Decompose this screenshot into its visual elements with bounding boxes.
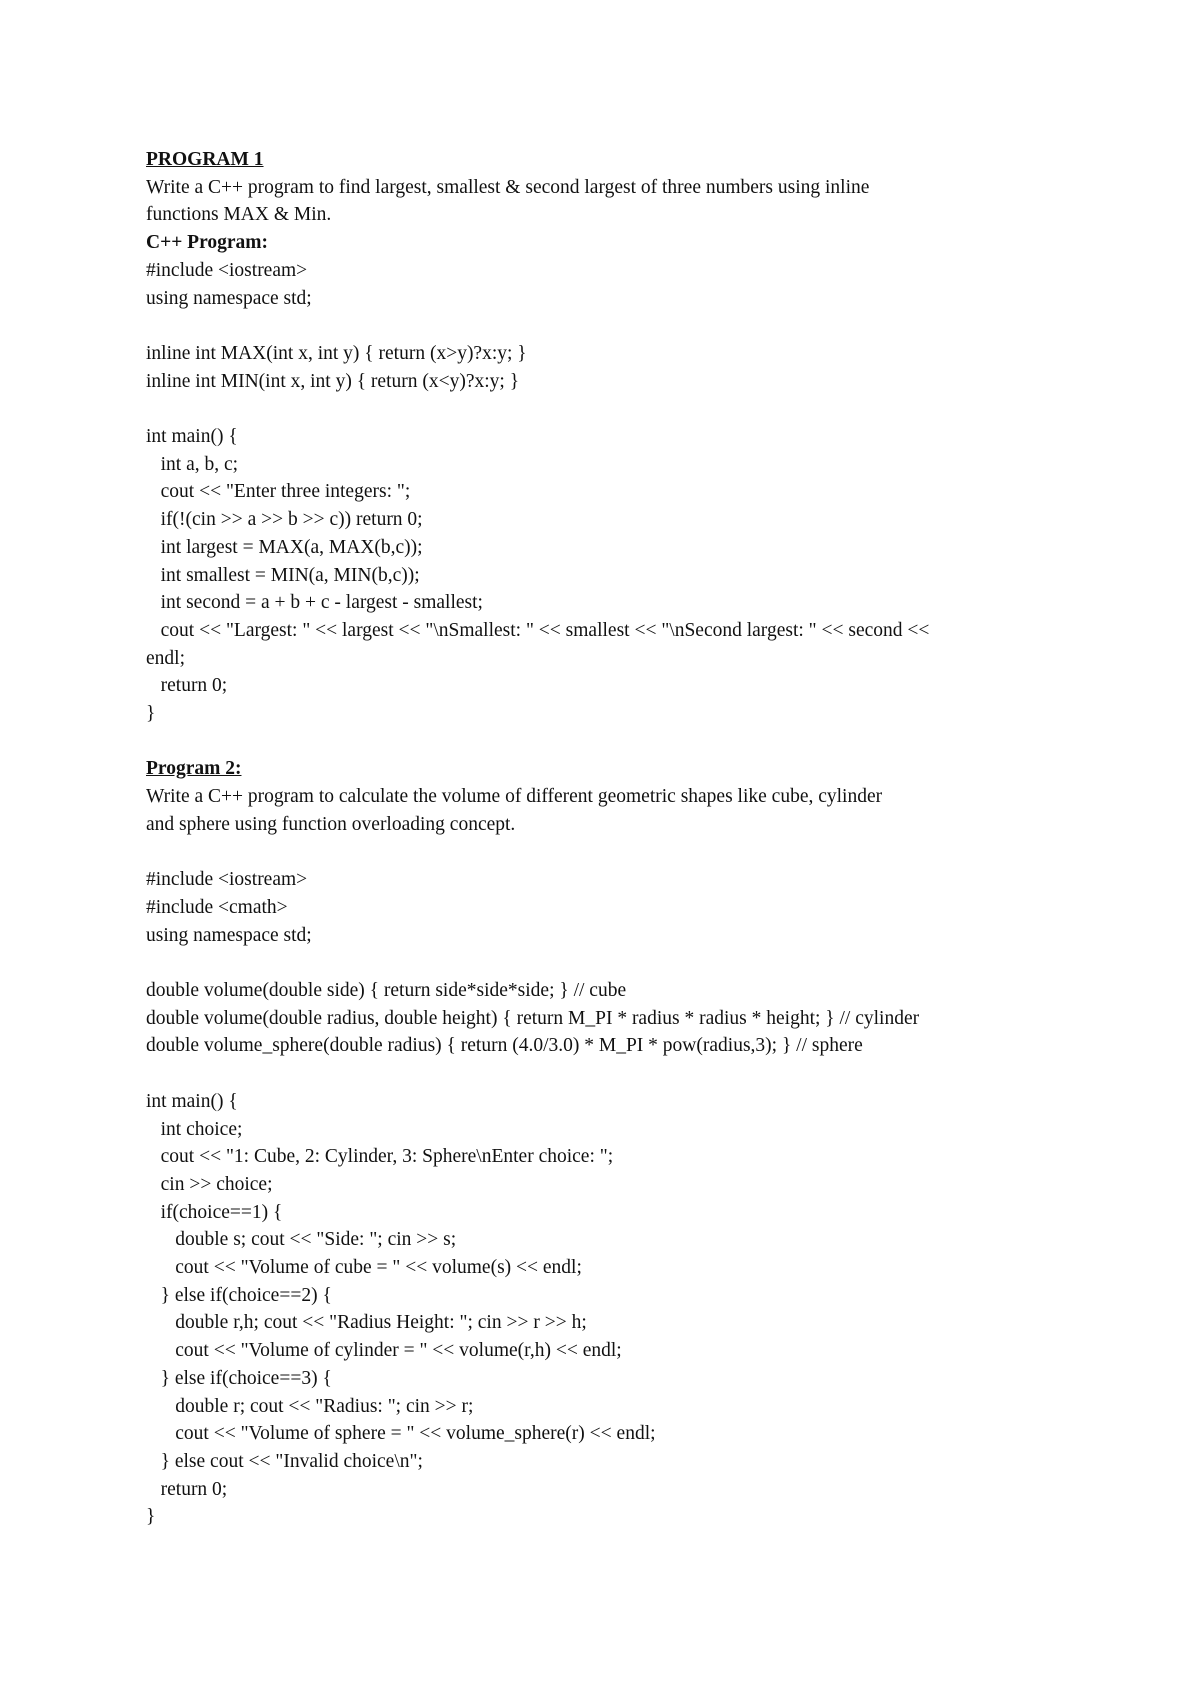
code-line: endl; bbox=[146, 647, 185, 669]
code-line: return 0; bbox=[146, 1478, 228, 1500]
code-line: #include <cmath> bbox=[146, 896, 288, 918]
code-line: double volume_sphere(double radius) { return (4.0/3.0) * M_PI * pow(radius,3); } // sphere bbox=[146, 1035, 863, 1057]
code-line: inline int MAX(int x, int y) { return (x>y)?x:y; } bbox=[146, 342, 527, 364]
code-line: int second = a + b + c - largest - smallest; bbox=[146, 592, 483, 614]
code-line: cout << "Volume of cylinder = " << volume(r,h) << endl; bbox=[146, 1340, 622, 1362]
code-line bbox=[146, 395, 1086, 423]
code-line: cout << "Volume of cube = " << volume(s) << endl; bbox=[146, 1257, 582, 1279]
code-line: int main() { bbox=[146, 426, 238, 447]
code-line: } else if(choice==2) { bbox=[146, 1284, 332, 1306]
code-line: double r,h; cout << "Radius Height: "; cin >> r >> h; bbox=[146, 1312, 587, 1334]
code-line: int a, b, c; bbox=[146, 453, 239, 475]
code-line: int choice; bbox=[146, 1118, 243, 1140]
code-line: using namespace std; bbox=[146, 924, 312, 946]
code-line: } else cout << "Invalid choice\n"; bbox=[146, 1450, 423, 1472]
code-line: using namespace std; bbox=[146, 287, 312, 309]
code-line: cout << "Volume of sphere = " << volume_sphere(r) << endl; bbox=[146, 1423, 656, 1445]
code-line: int smallest = MIN(a, MIN(b,c)); bbox=[146, 564, 420, 586]
code-line: double volume(double radius, double height) { return M_PI * radius * radius * height; } // cylinder bbox=[146, 1007, 920, 1029]
code-line: cout << "Enter three integers: "; bbox=[146, 481, 411, 503]
program1-heading: PROGRAM 1 bbox=[146, 149, 264, 170]
code-line: double s; cout << "Side: "; cin >> s; bbox=[146, 1229, 457, 1251]
code-line: } bbox=[146, 1506, 156, 1528]
code-line bbox=[146, 1060, 1086, 1088]
spacer bbox=[146, 728, 1086, 756]
spacer bbox=[146, 839, 1086, 867]
code-line: if(!(cin >> a >> b >> c)) return 0; bbox=[146, 509, 423, 531]
code-line: #include <iostream> bbox=[146, 259, 308, 281]
code-line: double volume(double side) { return side*side*side; } // cube bbox=[146, 980, 627, 1002]
code-line: cin >> choice; bbox=[146, 1173, 273, 1195]
program1-description-line-1: Write a C++ program to find largest, smallest & second largest of three numbers using inline bbox=[146, 176, 870, 198]
code-line: double r; cout << "Radius: "; cin >> r; bbox=[146, 1395, 474, 1417]
code-line: } else if(choice==3) { bbox=[146, 1367, 332, 1389]
code-line: inline int MIN(int x, int y) { return (x<y)?x:y; } bbox=[146, 370, 520, 392]
code-line: cout << "Largest: " << largest << "\nSmallest: " << smallest << "\nSecond largest: " << second << bbox=[146, 619, 930, 641]
code-line: int main() { bbox=[146, 1090, 238, 1112]
program1-description-line-2: functions MAX & Min. bbox=[146, 204, 332, 226]
code-line bbox=[146, 312, 1086, 340]
code-line: if(choice==1) { bbox=[146, 1201, 283, 1223]
code-line bbox=[146, 949, 1086, 977]
code-line: return 0; bbox=[146, 675, 228, 697]
program2-heading: Program 2: bbox=[146, 758, 242, 780]
program2-description-line-1: Write a C++ program to calculate the volume of different geometric shapes like cube, cylinder bbox=[146, 786, 883, 808]
program1-code-heading: C++ Program: bbox=[146, 232, 269, 254]
code-line: int largest = MAX(a, MAX(b,c)); bbox=[146, 536, 423, 558]
document-content bbox=[146, 146, 1086, 1531]
program2-description-line-2: and sphere using function overloading concept. bbox=[146, 813, 516, 835]
code-line: #include <iostream> bbox=[146, 869, 308, 891]
code-line: } bbox=[146, 703, 156, 725]
program2-code-block bbox=[146, 866, 1086, 1531]
program1-code-block bbox=[146, 257, 1086, 728]
code-line: cout << "1: Cube, 2: Cylinder, 3: Sphere\nEnter choice: "; bbox=[146, 1146, 614, 1168]
